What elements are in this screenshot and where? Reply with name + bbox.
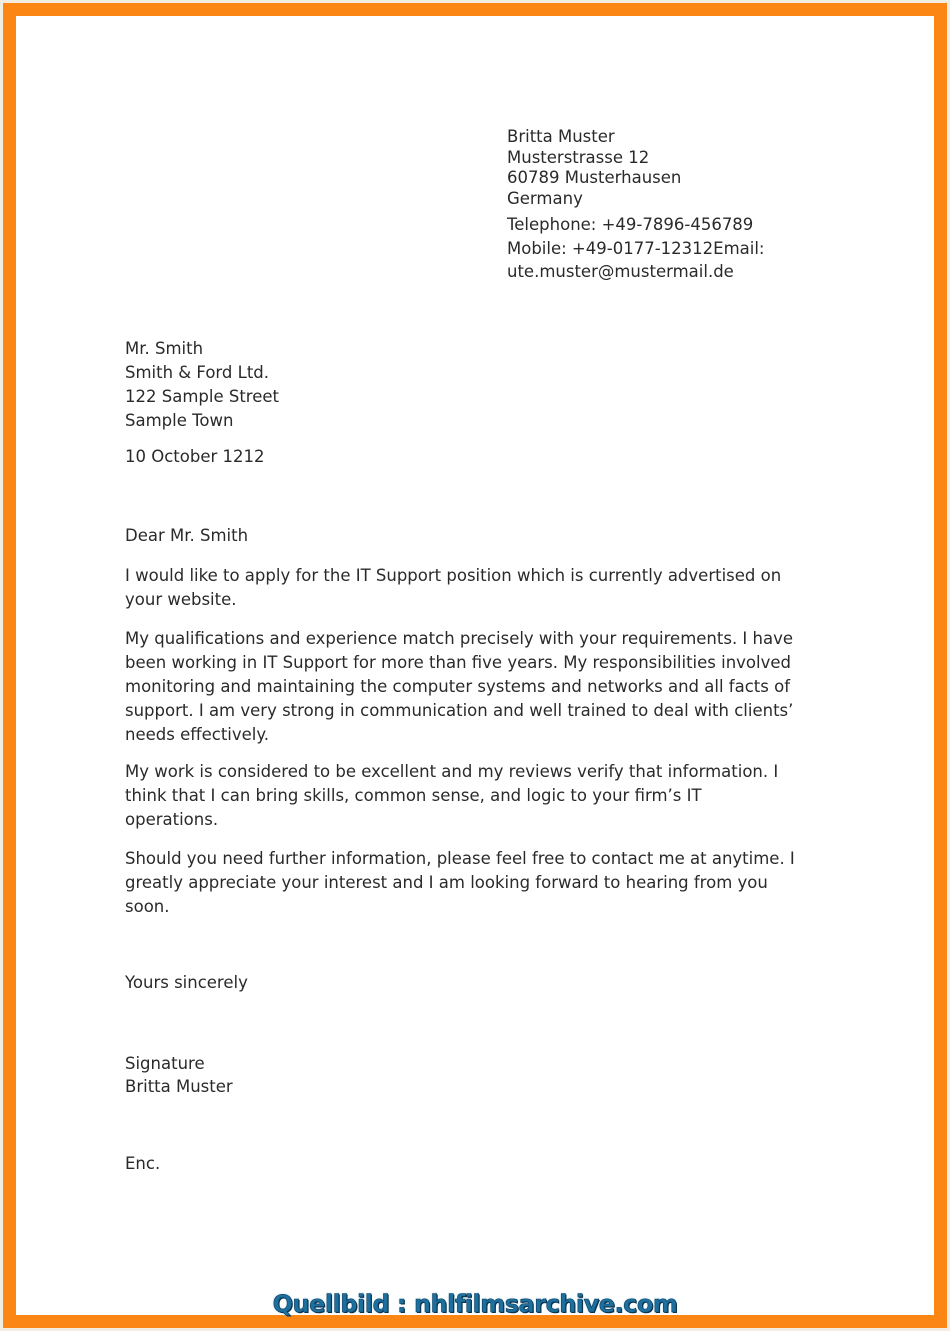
paragraph-line: support. I am very strong in communication and well trained to deal with clients’: [125, 701, 794, 720]
source-watermark: Quellbild : nhlfilmsarchive.com: [272, 1290, 678, 1318]
body-paragraph: [125, 847, 825, 919]
enclosure-note: Enc.: [125, 1154, 161, 1173]
recipient-street: 122 Sample Street: [125, 387, 279, 406]
sender-city: 60789 Musterhausen: [507, 168, 682, 187]
sender-address: [507, 127, 764, 284]
letter-date: 10 October 1212: [125, 447, 265, 466]
recipient-address: [125, 337, 279, 433]
signature-name: Britta Muster: [125, 1077, 233, 1096]
paragraph-line: operations.: [125, 810, 219, 829]
sender-country: Germany: [507, 188, 583, 208]
sender-street: Musterstrasse 12: [507, 147, 650, 167]
body-paragraph: [125, 627, 825, 747]
salutation: Dear Mr. Smith: [125, 526, 249, 545]
paragraph-line: soon.: [125, 897, 170, 916]
paragraph-line: I would like to apply for the IT Support position which is currently advertised on: [125, 566, 782, 585]
closing: Yours sincerely: [125, 973, 248, 992]
paragraph-line: My qualifications and experience match precisely with your requirements. I have: [125, 629, 794, 648]
sender-telephone: Telephone: +49-7896-456789: [507, 215, 754, 234]
body-paragraph: [125, 760, 825, 832]
recipient-name: Mr. Smith: [125, 339, 204, 358]
sender-mobile-email: Mobile: +49-0177-12312Email:: [507, 238, 765, 258]
sender-name: Britta Muster: [507, 127, 615, 146]
sender-email: ute.muster@mustermail.de: [507, 262, 734, 281]
paragraph-line: My work is considered to be excellent and my reviews verify that information. I: [125, 762, 779, 781]
paragraph-line: Should you need further information, please feel free to contact me at anytime. I: [125, 849, 795, 868]
paragraph-line: your website.: [125, 590, 237, 609]
recipient-company: Smith & Ford Ltd.: [125, 363, 270, 382]
signature-label: Signature: [125, 1054, 205, 1073]
recipient-town: Sample Town: [125, 411, 234, 430]
body-paragraph: [125, 564, 825, 612]
paragraph-line: greatly appreciate your interest and I am looking forward to hearing from you: [125, 873, 768, 892]
signature-block: [125, 1052, 233, 1098]
paragraph-line: think that I can bring skills, common sense, and logic to your firm’s IT: [125, 786, 702, 805]
paragraph-line: been working in IT Support for more than five years. My responsibilities involved: [125, 653, 791, 672]
paragraph-line: needs effectively.: [125, 725, 270, 744]
paragraph-line: monitoring and maintaining the computer systems and networks and all facts of: [125, 677, 791, 696]
